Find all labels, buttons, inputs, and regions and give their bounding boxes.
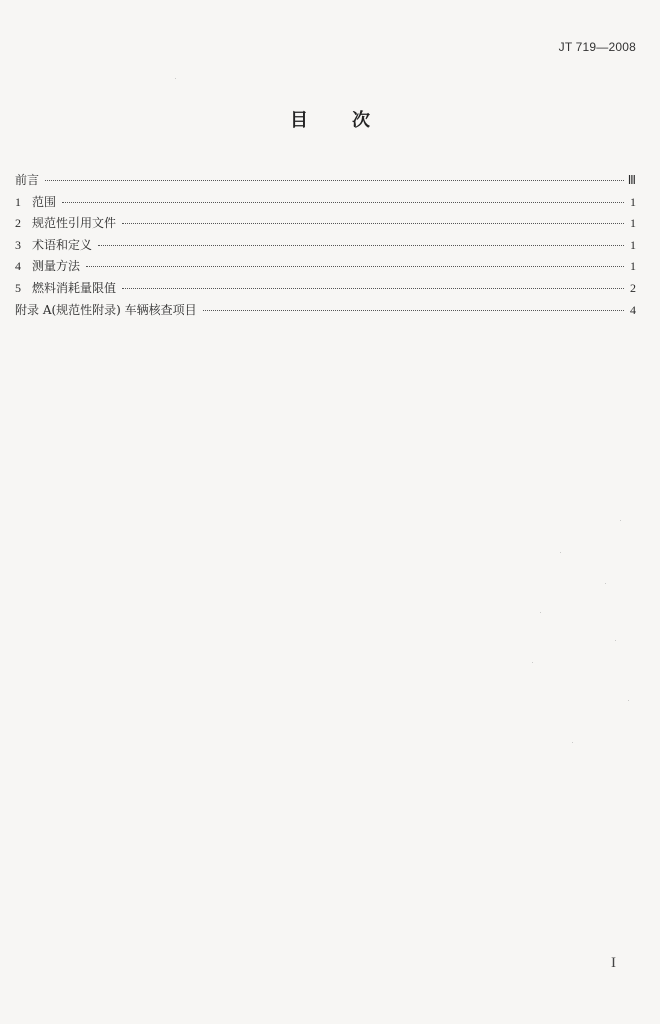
- toc-entry-page: 2: [630, 280, 636, 295]
- scan-speck: [615, 640, 616, 641]
- toc-entry-page: 4: [630, 302, 636, 317]
- scan-speck: [620, 520, 621, 521]
- toc-entry-page: 1: [630, 216, 636, 231]
- toc-leader-dots: [86, 266, 624, 267]
- toc-entry-number: 5: [15, 280, 21, 295]
- toc-entry-number: 4: [15, 259, 21, 274]
- toc-entry-label: 术语和定义: [32, 237, 93, 252]
- toc-entry-normative-references[interactable]: [15, 213, 636, 235]
- scan-speck: [572, 742, 573, 743]
- toc-entry-scope[interactable]: [15, 192, 636, 214]
- scan-speck: [560, 552, 561, 553]
- toc-entry-label: 规范性引用文件: [32, 216, 117, 231]
- toc-entry-label: 测量方法: [32, 259, 81, 274]
- table-of-contents: [15, 170, 636, 321]
- toc-leader-dots: [98, 245, 624, 246]
- scan-speck: [628, 700, 629, 701]
- page-number: I: [611, 955, 616, 971]
- toc-entry-page: 1: [630, 259, 636, 274]
- toc-entry-number: 1: [15, 194, 21, 209]
- toc-entry-label: 燃料消耗量限值: [32, 280, 117, 295]
- toc-leader-dots: [122, 223, 624, 224]
- toc-entry-number: 3: [15, 237, 21, 252]
- toc-entry-label: 前言: [15, 173, 40, 187]
- toc-entry-page: 1: [630, 194, 636, 209]
- toc-entry-fuel-limits[interactable]: [15, 278, 636, 300]
- toc-leader-dots: [62, 202, 624, 203]
- scan-speck: [540, 612, 541, 613]
- toc-entry-terms-definitions[interactable]: [15, 235, 636, 257]
- toc-entry-number: 2: [15, 216, 21, 231]
- toc-entry-label: 范围: [32, 194, 57, 209]
- toc-title: [0, 106, 660, 132]
- scan-speck: [532, 662, 533, 663]
- document-code: JT 719—2008: [558, 40, 636, 54]
- toc-title-char-2: 次: [352, 110, 370, 131]
- toc-entry-page: Ⅲ: [627, 173, 636, 187]
- scan-speck: [605, 583, 606, 584]
- toc-leader-dots: [45, 180, 624, 181]
- toc-entry-page: 1: [630, 237, 636, 252]
- toc-entry-appendix-a[interactable]: [15, 300, 636, 322]
- toc-entry-label: 附录 A(规范性附录) 车辆核查项目: [15, 302, 197, 317]
- toc-title-char-1: 目: [290, 110, 308, 131]
- toc-entry-foreword[interactable]: [15, 170, 636, 192]
- scan-speck: [175, 78, 176, 79]
- toc-entry-measurement-method[interactable]: [15, 256, 636, 278]
- toc-leader-dots: [122, 288, 624, 289]
- toc-leader-dots: [203, 310, 624, 311]
